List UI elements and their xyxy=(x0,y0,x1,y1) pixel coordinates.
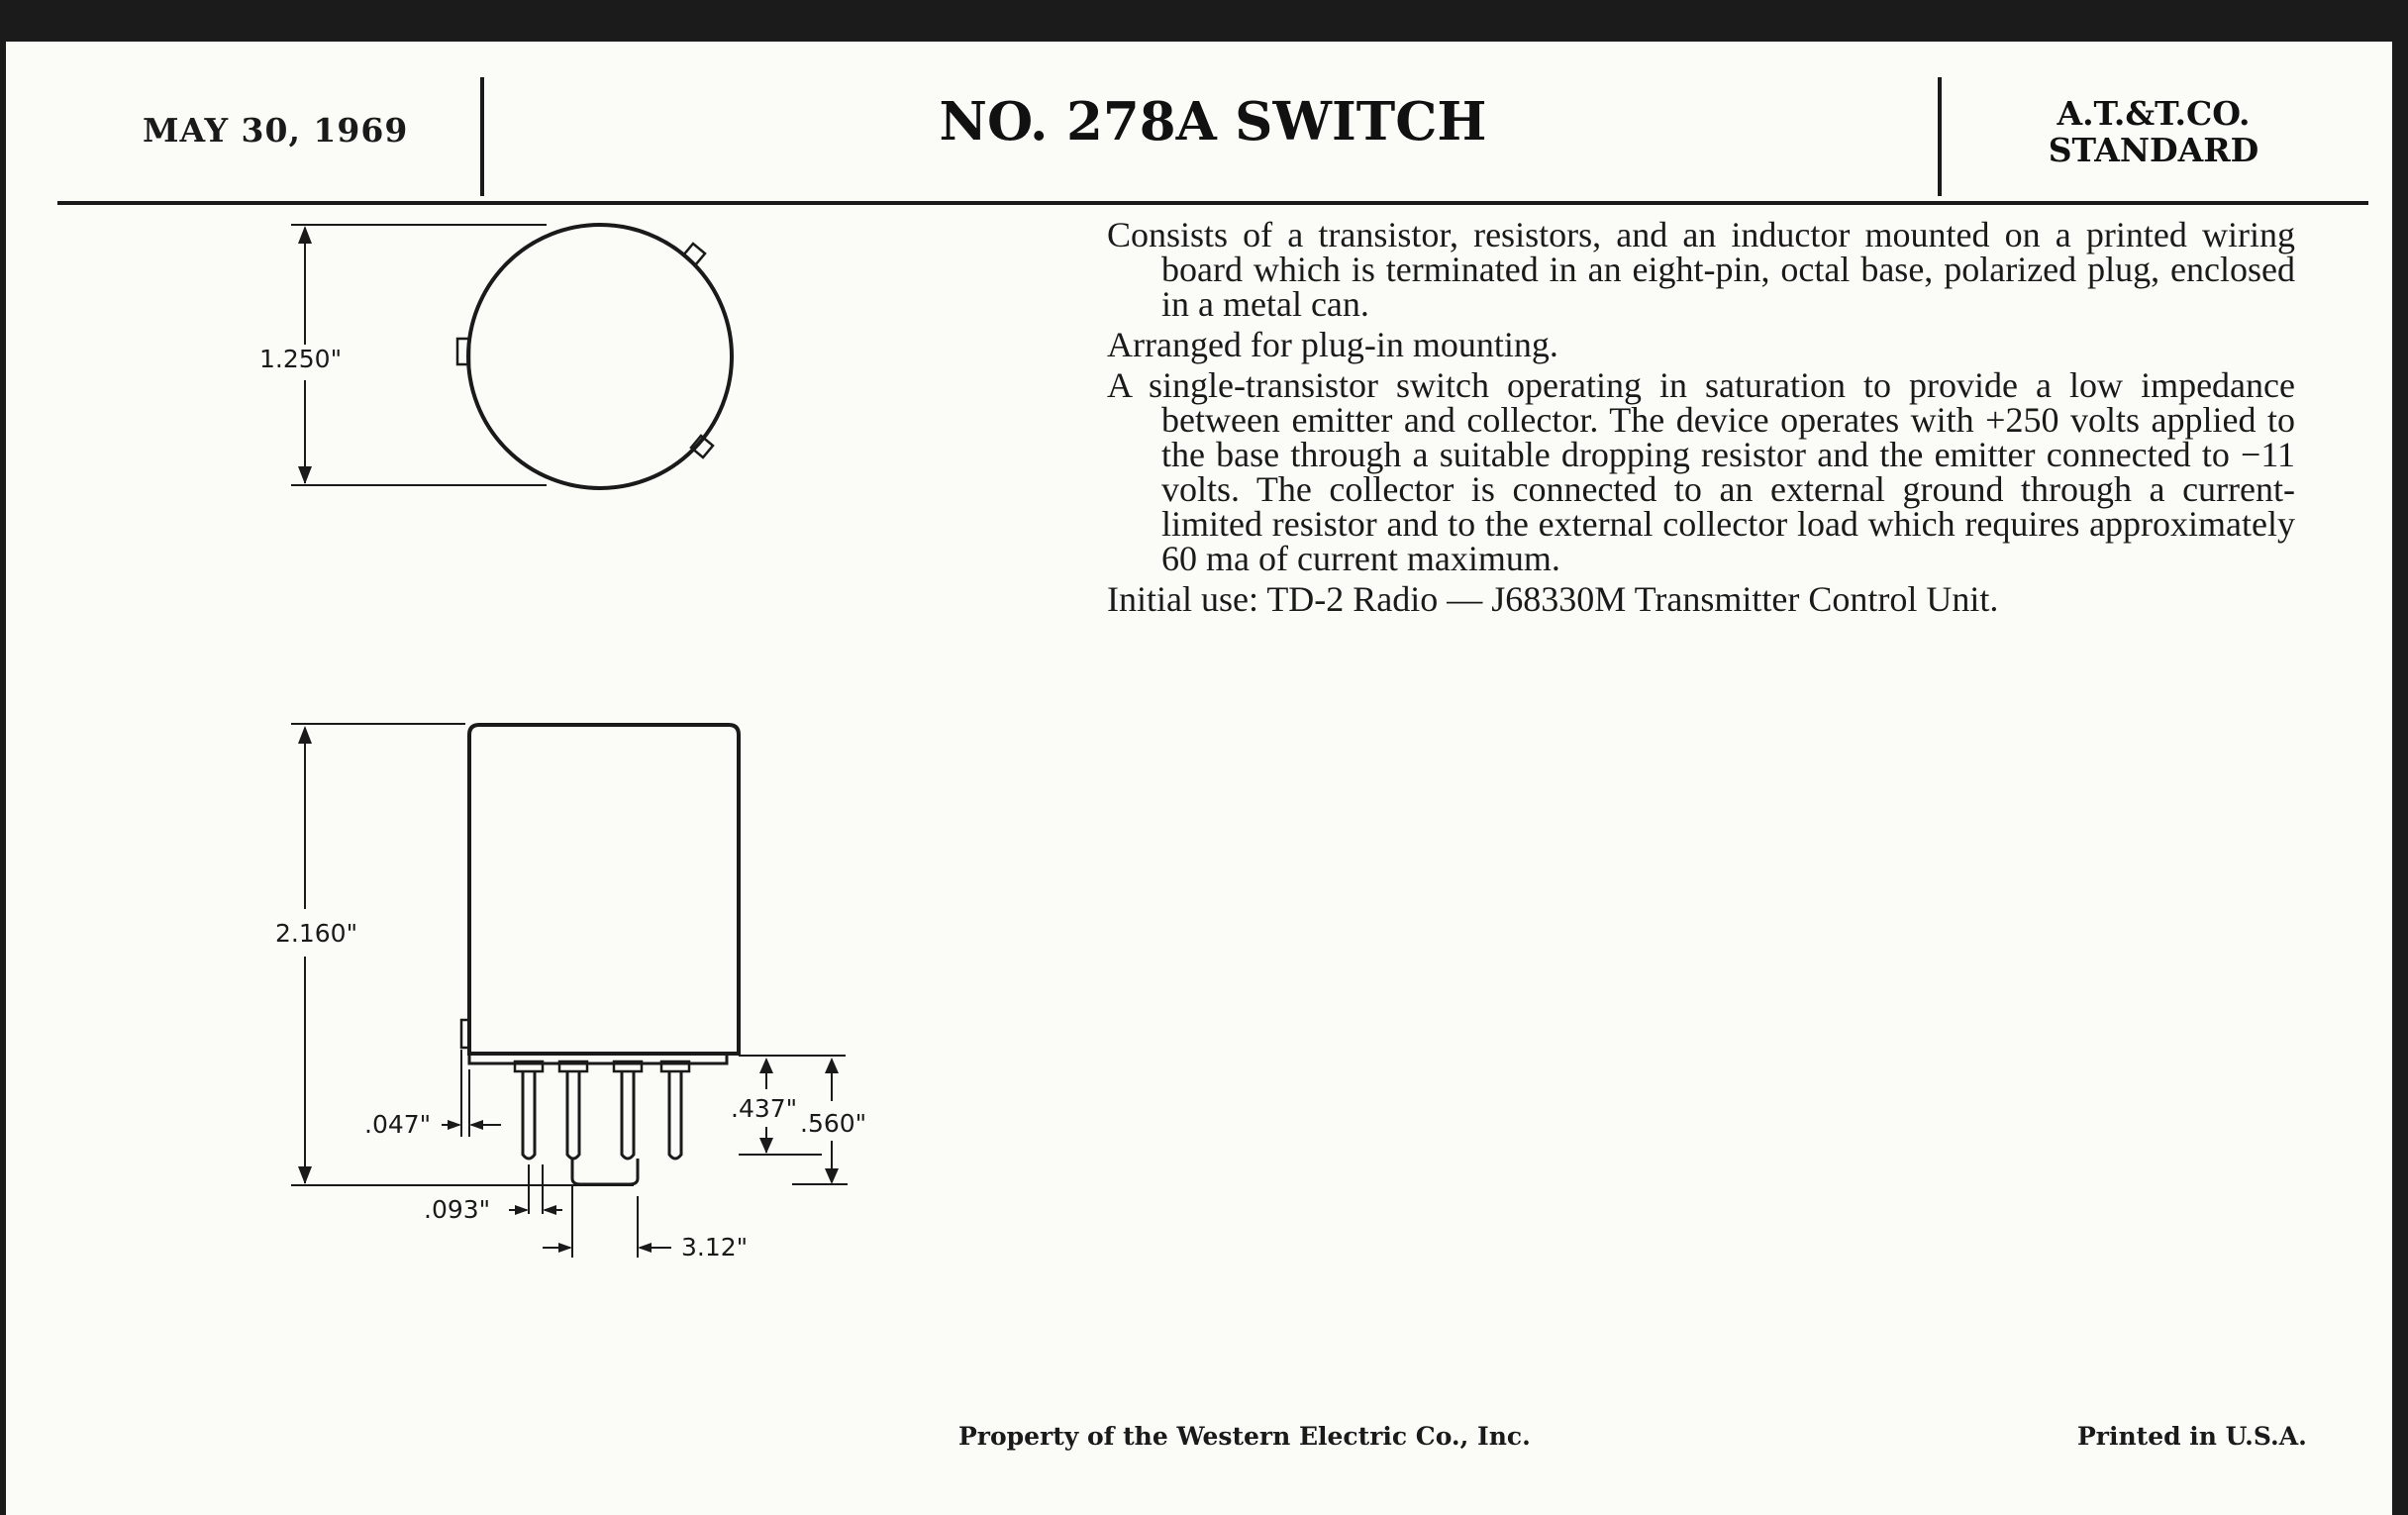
description-paragraph-mounting: Arranged for plug-in mounting. xyxy=(1107,325,1558,364)
pin-4 xyxy=(669,1071,681,1159)
issue-date: MAY 30, 1969 xyxy=(143,111,409,150)
dim-height-label: 2.160" xyxy=(275,919,358,948)
dim-base-height-label: .560" xyxy=(800,1109,867,1138)
page-title: NO. 278A SWITCH xyxy=(939,91,1487,152)
standard-line-1: A.T.&T.CO. xyxy=(2057,94,2251,133)
description-paragraph-construction: Consists of a transistor, resistors, and an inductor mounted on a printed wiring board which is terminated in an eight-pin, octal base, polarized plug, enclosed in a metal can. xyxy=(1107,215,2295,324)
pin-2 xyxy=(567,1071,579,1159)
top-view xyxy=(291,225,732,488)
pin-1 xyxy=(523,1071,535,1159)
dim-key-width-label: 3.12" xyxy=(681,1233,749,1262)
side-view xyxy=(291,724,848,1258)
can-body xyxy=(469,725,739,1054)
description-paragraph-initial-use: Initial use: TD-2 Radio — J68330M Transmitter Control Unit. xyxy=(1107,579,1999,619)
description-text xyxy=(1107,215,2295,623)
footer-property: Property of the Western Electric Co., Inc. xyxy=(958,1422,1531,1451)
pin-3 xyxy=(622,1071,634,1159)
polarizing-key xyxy=(572,1159,638,1184)
dim-spacing-label: .093" xyxy=(424,1195,491,1224)
description-paragraph-operation: A single-transistor switch operating in saturation to provide a low impedance between emitter and collector. The device operates with +250 volts applied to the base through a suitable dropping resistor and the emitter connected to −11 volts. The collector is connected to an external ground through a current-limited resistor and to the external collector load which requires approximately 60 ma of current maximum. xyxy=(1107,365,2295,578)
dim-pin-length-label: .437" xyxy=(731,1094,798,1123)
dim-diameter-label: 1.250" xyxy=(259,345,343,373)
footer-printed: Printed in U.S.A. xyxy=(2077,1422,2307,1451)
dim-offset-label: .047" xyxy=(364,1110,432,1139)
standard-line-2: STANDARD xyxy=(2048,131,2259,169)
